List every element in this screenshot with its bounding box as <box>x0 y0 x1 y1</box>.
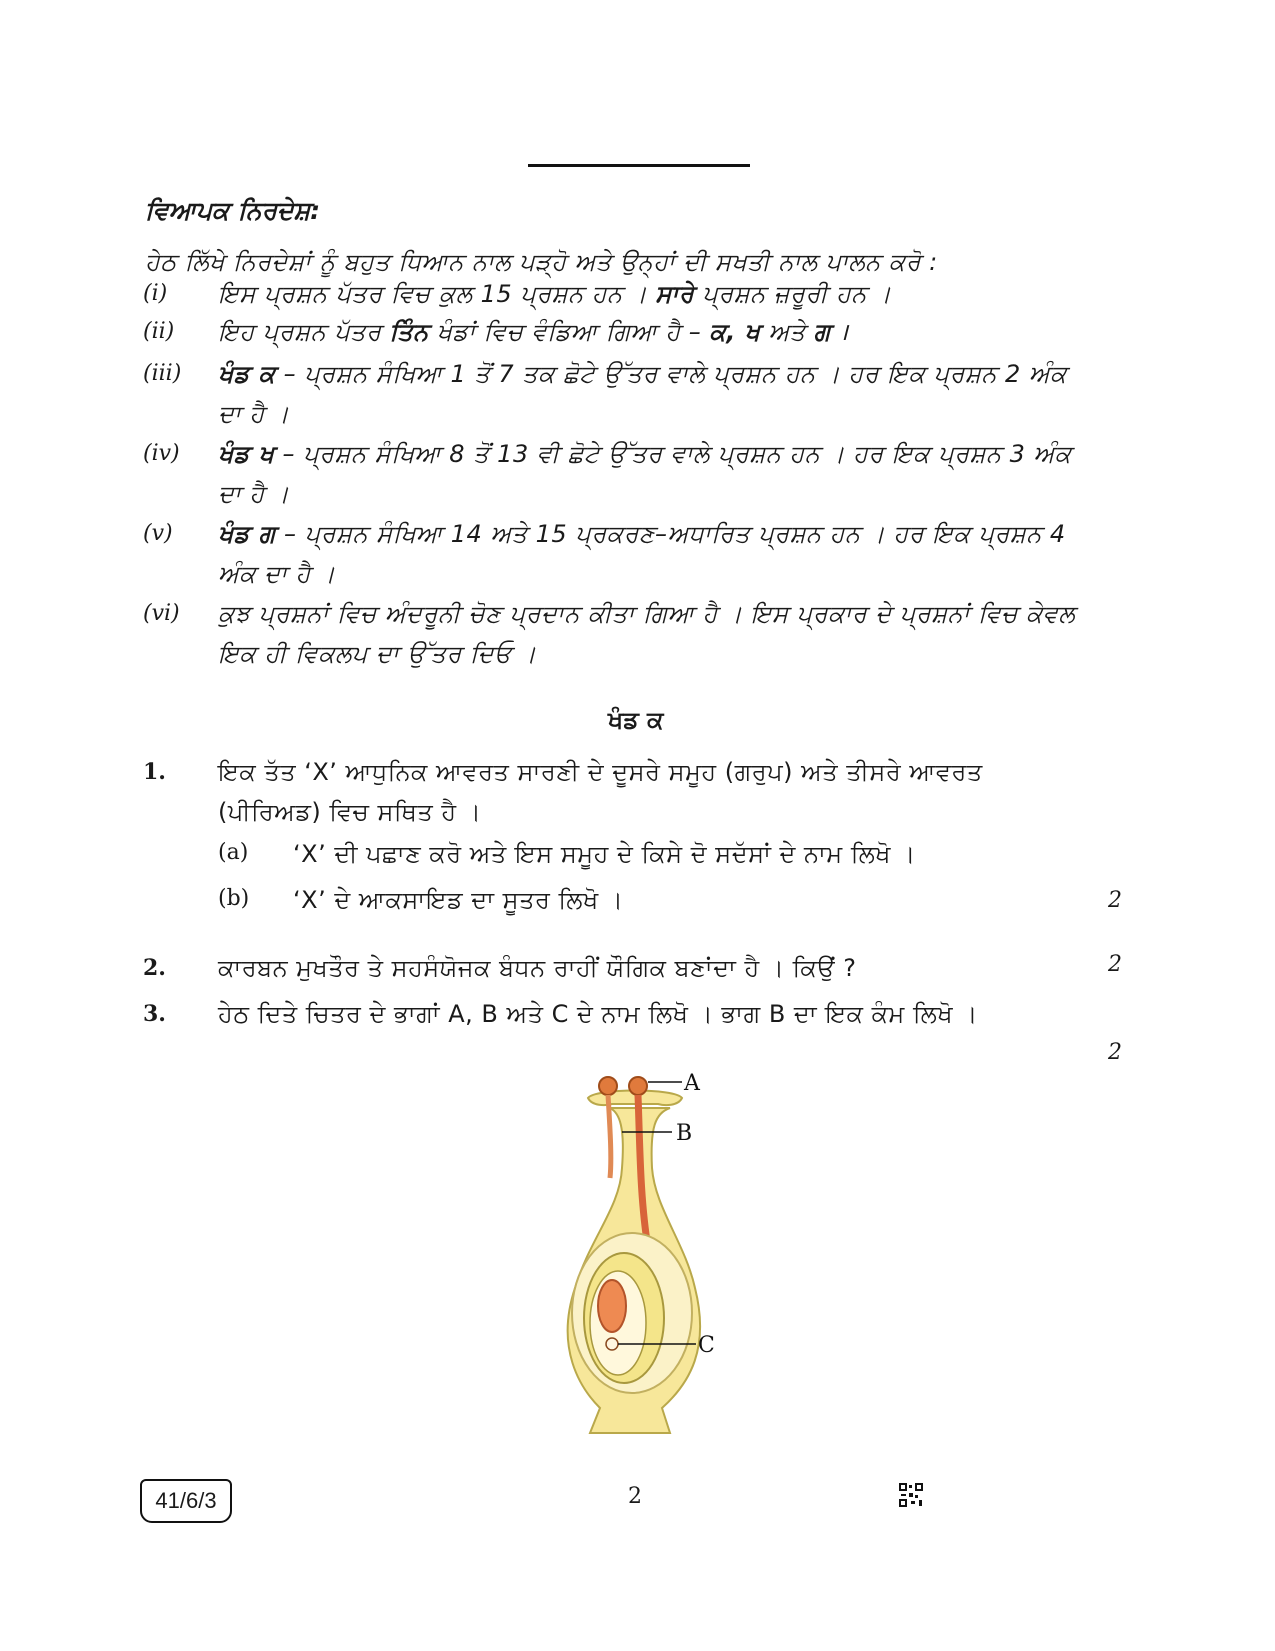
instruction-text: – ਪ੍ਰਸ਼ਨ ਸੰਖਿਆ 1 ਤੋਂ 7 ਤਕ ਛੋਟੇ ਉੱਤਰ ਵਾਲੇ ਪ੍ਰਸ਼ਨ ਹਨ । ਹਰ ਇਕ ਪ੍ਰਸ਼ਨ 2 ਅੰਕ ਦਾ ਹੈ । <box>218 360 1067 428</box>
label-a: A <box>684 1071 700 1096</box>
instructions-intro: ਹੇਠ ਲਿੱਖੇ ਨਿਰਦੇਸ਼ਾਂ ਨੂੰ ਬਹੁਤ ਧਿਆਨ ਨਾਲ ਪੜ੍ਹੋ ਅਤੇ ਉਨ੍ਹਾਂ ਦੀ ਸਖਤੀ ਨਾਲ ਪਾਲਨ ਕਰੋ : <box>145 248 938 276</box>
instruction-number: (vi) <box>143 601 180 626</box>
instruction-emphasis: ਗ <box>813 318 831 346</box>
part-text: ‘X’ ਦੀ ਪਛਾਣ ਕਰੋ ਅਤੇ ਇਸ ਸਮੂਹ ਦੇ ਕਿਸੇ ਦੋ ਸਦੱਸਾਂ ਦੇ ਨਾਮ ਲਿਖੋ । <box>293 840 916 868</box>
instruction-emphasis: ਖੰਡ ਗ <box>218 520 276 548</box>
instruction-item <box>143 434 1083 514</box>
instruction-item <box>143 312 1083 352</box>
qr-code-icon <box>899 1483 923 1511</box>
instruction-text: ਖੰਡਾਂ ਵਿਚ ਵੰਡਿਆ ਗਿਆ ਹੈ – <box>428 318 710 346</box>
instruction-number: (iv) <box>143 441 180 466</box>
question-3 <box>143 994 1133 1034</box>
question-1-marks: 2 <box>1108 888 1122 913</box>
part-label: (a) <box>218 840 249 865</box>
instruction-text: ਇਸ ਪ੍ਰਸ਼ਨ ਪੱਤਰ ਵਿਚ ਕੁਲ 15 ਪ੍ਰਸ਼ਨ ਹਨ । <box>218 280 656 308</box>
instruction-number: (i) <box>143 281 168 306</box>
question-2 <box>143 948 1133 988</box>
question-1 <box>143 752 1133 832</box>
question-1-part-a <box>218 840 916 868</box>
instruction-emphasis: ਖੰਡ ਖ <box>218 440 275 468</box>
instruction-emphasis: ਕ, ਖ <box>709 318 761 346</box>
question-3-marks: 2 <box>1108 1040 1122 1065</box>
instruction-text: – ਪ੍ਰਸ਼ਨ ਸੰਖਿਆ 14 ਅਤੇ 15 ਪ੍ਰਕਰਣ–ਅਧਾਰਿਤ ਪ੍ਰਸ਼ਨ ਹਨ । ਹਰ ਇਕ ਪ੍ਰਸ਼ਨ 4 ਅੰਕ ਦਾ ਹੈ । <box>218 520 1066 588</box>
paper-code: 41/6/3 <box>140 1479 232 1523</box>
question-text: ਹੇਠ ਦਿਤੇ ਚਿਤਰ ਦੇ ਭਾਗਾਂ A, B ਅਤੇ C ਦੇ ਨਾਮ ਲਿਖੋ । ਭਾਗ B ਦਾ ਇਕ ਕੰਮ ਲਿਖੋ । <box>218 1000 978 1028</box>
egg-cell <box>606 1338 618 1350</box>
instruction-text: ਕੁਝ ਪ੍ਰਸ਼ਨਾਂ ਵਿਚ ਅੰਦਰੂਨੀ ਚੋਣ ਪ੍ਰਦਾਨ ਕੀਤਾ ਗਿਆ ਹੈ । ਇਸ ਪ੍ਰਕਾਰ ਦੇ ਪ੍ਰਸ਼ਨਾਂ ਵਿਚ ਕੇਵਲ ਇਕ ਹੀ ਵਿਕਲਪ ਦਾ ਉੱਤਰ ਦਿਓ । <box>218 600 1076 668</box>
question-number: 1. <box>143 759 166 785</box>
question-number: 2. <box>143 955 166 981</box>
pollen-tube <box>608 1095 611 1178</box>
label-b: B <box>676 1121 693 1146</box>
instruction-emphasis: ਸਾਰੇ <box>655 280 695 308</box>
instruction-emphasis: ਖੰਡ ਕ <box>218 360 276 388</box>
question-number: 3. <box>143 1001 166 1027</box>
part-label: (b) <box>218 886 250 911</box>
top-rule <box>528 164 750 167</box>
embryo-sac <box>598 1280 626 1332</box>
instruction-number: (ii) <box>143 319 175 344</box>
instruction-text: ਇਹ ਪ੍ਰਸ਼ਨ ਪੱਤਰ <box>218 318 390 346</box>
instruction-text: – ਪ੍ਰਸ਼ਨ ਸੰਖਿਆ 8 ਤੋਂ 13 ਵੀ ਛੋਟੇ ਉੱਤਰ ਵਾਲੇ ਪ੍ਰਸ਼ਨ ਹਨ । ਹਰ ਇਕ ਪ੍ਰਸ਼ਨ 3 ਅੰਕ ਦਾ ਹੈ । <box>218 440 1072 508</box>
page-number: 2 <box>628 1484 642 1509</box>
question-text: ਕਾਰਬਨ ਮੁਖਤੌਰ ਤੇ ਸਹਸੰਯੋਜਕ ਬੰਧਨ ਰਾਹੀਂ ਯੌਗਿਕ ਬਣਾਂਦਾ ਹੈ । ਕਿਉਂ ? <box>218 954 857 982</box>
instruction-item <box>143 274 1083 314</box>
part-text: ‘X’ ਦੇ ਆਕਸਾਇਡ ਦਾ ਸੂਤਰ ਲਿਖੋ । <box>293 886 624 914</box>
instruction-item <box>143 594 1083 674</box>
question-1-part-b <box>218 886 623 914</box>
instruction-emphasis: ਤਿੰਨ <box>389 318 429 346</box>
instruction-item <box>143 354 1083 434</box>
pistil-diagram <box>560 1068 760 1442</box>
section-title: ਖੰਡ ਕ <box>608 706 664 734</box>
question-2-marks: 2 <box>1108 952 1122 977</box>
pollen-grain <box>629 1077 647 1095</box>
instruction-text: ਅਤੇ <box>760 318 814 346</box>
general-instructions-heading: ਵਿਆਪਕ ਨਿਰਦੇਸ਼: <box>145 196 321 225</box>
label-c: C <box>698 1333 715 1358</box>
pollen-grain <box>599 1077 617 1095</box>
question-text: ਇਕ ਤੱਤ ‘X’ ਆਧੁਨਿਕ ਆਵਰਤ ਸਾਰਣੀ ਦੇ ਦੂਸਰੇ ਸਮੂਹ (ਗਰੁਪ) ਅਤੇ ਤੀਸਰੇ ਆਵਰਤ (ਪੀਰਿਅਡ) ਵਿਚ ਸਥਿਤ ਹੈ । <box>218 758 983 826</box>
instruction-text: । <box>830 318 849 346</box>
instruction-number: (iii) <box>143 361 182 386</box>
instruction-text: ਪ੍ਰਸ਼ਨ ਜ਼ਰੂਰੀ ਹਨ । <box>694 280 892 308</box>
instruction-number: (v) <box>143 521 173 546</box>
instruction-item <box>143 514 1083 594</box>
